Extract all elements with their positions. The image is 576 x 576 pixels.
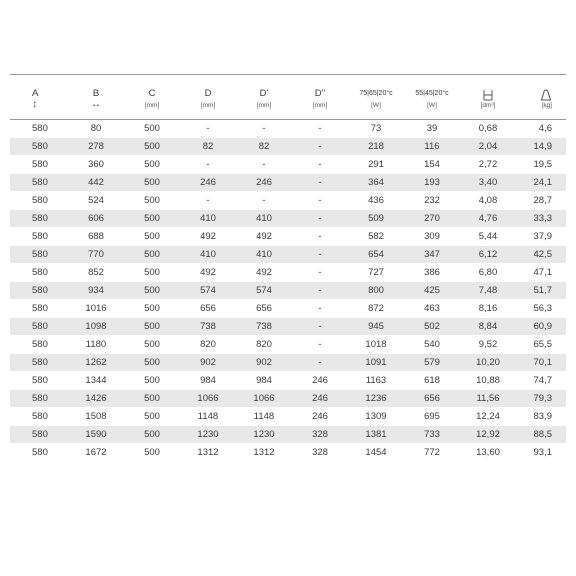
table-cell: 492: [180, 264, 236, 282]
table-cell: 688: [68, 228, 124, 246]
table-cell: 1148: [236, 408, 292, 426]
table-cell: 193: [404, 174, 460, 192]
col-header-output-75: [348, 75, 404, 120]
table-cell: 606: [68, 210, 124, 228]
table-cell: 51,7: [516, 282, 566, 300]
col-label: 75|65|20°c: [359, 90, 393, 97]
table-cell: 4,08: [460, 192, 516, 210]
col-unit: [mm]: [144, 102, 160, 109]
col-header-a: [10, 75, 68, 120]
table-cell: 492: [180, 228, 236, 246]
table-cell: 582: [348, 228, 404, 246]
table-cell: 9,52: [460, 336, 516, 354]
table-cell: 579: [404, 354, 460, 372]
table-cell: 28,7: [516, 192, 566, 210]
table-cell: -: [236, 192, 292, 210]
table-cell: 580: [10, 336, 68, 354]
table-cell: -: [292, 336, 348, 354]
table-cell: 6,12: [460, 246, 516, 264]
table-cell: 500: [124, 138, 180, 156]
table-cell: 56,3: [516, 300, 566, 318]
table-cell: 580: [10, 174, 68, 192]
table-cell: 800: [348, 282, 404, 300]
table-cell: 79,3: [516, 390, 566, 408]
table-cell: 902: [180, 354, 236, 372]
col-label: D'': [314, 88, 326, 99]
table-cell: 1426: [68, 390, 124, 408]
table-cell: 65,5: [516, 336, 566, 354]
table-cell: 246: [236, 174, 292, 192]
table-cell: 1344: [68, 372, 124, 390]
water-volume-icon: [460, 89, 516, 99]
col-unit: [mm]: [200, 102, 216, 109]
table-cell: 580: [10, 264, 68, 282]
table-cell: 1230: [236, 426, 292, 444]
table-row: [10, 174, 566, 192]
table-cell: 12,24: [460, 408, 516, 426]
table-cell: -: [292, 246, 348, 264]
table-cell: 24,1: [516, 174, 566, 192]
table-cell: 14,9: [516, 138, 566, 156]
table-cell: 1672: [68, 444, 124, 462]
horizontal-arrow-icon: ↔: [91, 99, 101, 110]
table-cell: 2,04: [460, 138, 516, 156]
table-row: [10, 354, 566, 372]
table-cell: -: [292, 174, 348, 192]
table-cell: 500: [124, 192, 180, 210]
table-cell: 8,16: [460, 300, 516, 318]
table-cell: 500: [124, 354, 180, 372]
table-cell: 500: [124, 300, 180, 318]
table-cell: 309: [404, 228, 460, 246]
table-cell: 1018: [348, 336, 404, 354]
table-cell: -: [180, 120, 236, 138]
table-cell: -: [292, 264, 348, 282]
table-cell: 770: [68, 246, 124, 264]
table-cell: 12,92: [460, 426, 516, 444]
table-cell: 1454: [348, 444, 404, 462]
table-row: [10, 336, 566, 354]
table-cell: 1016: [68, 300, 124, 318]
table-row: [10, 318, 566, 336]
col-header-d-double-prime: [292, 75, 348, 120]
table-cell: 656: [180, 300, 236, 318]
table-cell: 328: [292, 444, 348, 462]
table-cell: 500: [124, 120, 180, 138]
table-cell: 442: [68, 174, 124, 192]
table-cell: 580: [10, 192, 68, 210]
table-cell: -: [292, 318, 348, 336]
table-cell: 1098: [68, 318, 124, 336]
table-cell: 580: [10, 228, 68, 246]
table-row: [10, 156, 566, 174]
table-cell: -: [292, 192, 348, 210]
table-cell: 436: [348, 192, 404, 210]
table-row: [10, 228, 566, 246]
table-cell: 1381: [348, 426, 404, 444]
col-unit: [mm]: [256, 102, 272, 109]
table-cell: -: [236, 156, 292, 174]
table-row: [10, 426, 566, 444]
table-cell: 8,84: [460, 318, 516, 336]
table-cell: 580: [10, 120, 68, 138]
table-cell: 502: [404, 318, 460, 336]
table-cell: 500: [124, 282, 180, 300]
table-cell: 492: [236, 264, 292, 282]
table-cell: 410: [236, 246, 292, 264]
table-cell: 540: [404, 336, 460, 354]
table-cell: 246: [292, 372, 348, 390]
table-row: [10, 444, 566, 462]
table-cell: 500: [124, 174, 180, 192]
col-unit: [W]: [427, 102, 437, 109]
table-cell: 574: [236, 282, 292, 300]
table-cell: 33,3: [516, 210, 566, 228]
table-cell: 509: [348, 210, 404, 228]
table-cell: 500: [124, 408, 180, 426]
table-cell: 580: [10, 210, 68, 228]
table-row: [10, 408, 566, 426]
col-unit: [mm]: [312, 102, 328, 109]
table-cell: 83,9: [516, 408, 566, 426]
table-cell: 574: [180, 282, 236, 300]
table-cell: 1230: [180, 426, 236, 444]
table-cell: -: [292, 228, 348, 246]
table-cell: 656: [236, 300, 292, 318]
table-cell: 1163: [348, 372, 404, 390]
table-cell: 580: [10, 318, 68, 336]
table-cell: -: [292, 210, 348, 228]
col-label: A: [32, 88, 39, 99]
table-cell: 463: [404, 300, 460, 318]
table-row: [10, 120, 566, 138]
table-cell: 580: [10, 246, 68, 264]
table-cell: 580: [10, 372, 68, 390]
table-cell: -: [292, 354, 348, 372]
table-row: [10, 246, 566, 264]
table-cell: 500: [124, 156, 180, 174]
table-cell: 1508: [68, 408, 124, 426]
table-cell: 1312: [236, 444, 292, 462]
table-cell: 580: [10, 390, 68, 408]
col-header-output-55: [404, 75, 460, 120]
table-cell: 116: [404, 138, 460, 156]
table-cell: 500: [124, 444, 180, 462]
table-cell: 580: [10, 138, 68, 156]
table-cell: 347: [404, 246, 460, 264]
table-cell: -: [236, 120, 292, 138]
table-cell: 39: [404, 120, 460, 138]
table-cell: 410: [236, 210, 292, 228]
col-label: D': [259, 88, 269, 99]
table-cell: 7,48: [460, 282, 516, 300]
col-header-d-prime: [236, 75, 292, 120]
table-cell: 1312: [180, 444, 236, 462]
table-cell: 82: [236, 138, 292, 156]
table-cell: 580: [10, 426, 68, 444]
table-cell: 70,1: [516, 354, 566, 372]
table-cell: -: [180, 156, 236, 174]
table-cell: 500: [124, 390, 180, 408]
table-row: [10, 282, 566, 300]
table-cell: 4,6: [516, 120, 566, 138]
table-cell: 410: [180, 210, 236, 228]
vertical-arrow-icon: ↕: [32, 99, 37, 110]
table-cell: 945: [348, 318, 404, 336]
table-cell: 852: [68, 264, 124, 282]
table-row: [10, 192, 566, 210]
table-cell: 1066: [236, 390, 292, 408]
col-header-water-volume: [460, 75, 516, 120]
table-cell: 934: [68, 282, 124, 300]
table-cell: 328: [292, 426, 348, 444]
table-cell: 727: [348, 264, 404, 282]
table-cell: 291: [348, 156, 404, 174]
table-cell: 364: [348, 174, 404, 192]
table-cell: 74,7: [516, 372, 566, 390]
col-label: D: [204, 88, 212, 99]
table-cell: 656: [404, 390, 460, 408]
table-cell: 772: [404, 444, 460, 462]
table-cell: 1066: [180, 390, 236, 408]
table-cell: 19,5: [516, 156, 566, 174]
table-cell: 246: [180, 174, 236, 192]
table-body: [10, 120, 566, 462]
table-cell: 984: [180, 372, 236, 390]
table-cell: -: [292, 282, 348, 300]
table-cell: 580: [10, 408, 68, 426]
table-cell: 42,5: [516, 246, 566, 264]
table-cell: 425: [404, 282, 460, 300]
table-cell: 984: [236, 372, 292, 390]
table-cell: 73: [348, 120, 404, 138]
table-cell: 492: [236, 228, 292, 246]
table-cell: 3,40: [460, 174, 516, 192]
table-cell: 695: [404, 408, 460, 426]
table-cell: 524: [68, 192, 124, 210]
table-cell: 1262: [68, 354, 124, 372]
table-cell: 654: [348, 246, 404, 264]
table-cell: 820: [236, 336, 292, 354]
table-row: [10, 372, 566, 390]
col-header-b: [68, 75, 124, 120]
col-header-c: [124, 75, 180, 120]
table-cell: 360: [68, 156, 124, 174]
table-cell: 37,9: [516, 228, 566, 246]
table-cell: -: [292, 156, 348, 174]
table-cell: 500: [124, 264, 180, 282]
table-cell: 82: [180, 138, 236, 156]
table-cell: 872: [348, 300, 404, 318]
table-cell: 246: [292, 390, 348, 408]
col-label: B: [92, 88, 100, 99]
table-cell: 580: [10, 156, 68, 174]
col-header-d: [180, 75, 236, 120]
table-cell: 386: [404, 264, 460, 282]
table-cell: 738: [236, 318, 292, 336]
table-row: [10, 264, 566, 282]
table-cell: 500: [124, 426, 180, 444]
table-cell: 278: [68, 138, 124, 156]
weight-icon: [516, 89, 552, 99]
table-cell: 1590: [68, 426, 124, 444]
col-label: 55|45|20°c: [415, 90, 449, 97]
table-cell: 580: [10, 444, 68, 462]
table-cell: 1148: [180, 408, 236, 426]
table-cell: 80: [68, 120, 124, 138]
table-cell: 500: [124, 372, 180, 390]
table-cell: -: [292, 120, 348, 138]
table-cell: 10,20: [460, 354, 516, 372]
table-cell: 580: [10, 354, 68, 372]
table-cell: 88,5: [516, 426, 566, 444]
table-cell: 580: [10, 300, 68, 318]
table-cell: 500: [124, 210, 180, 228]
table-cell: 13,60: [460, 444, 516, 462]
col-header-weight: [516, 75, 566, 120]
table-cell: 500: [124, 318, 180, 336]
table-cell: 60,9: [516, 318, 566, 336]
table-cell: 618: [404, 372, 460, 390]
table-cell: -: [292, 138, 348, 156]
table-cell: 500: [124, 246, 180, 264]
table-cell: 5,44: [460, 228, 516, 246]
table-cell: 270: [404, 210, 460, 228]
table-row: [10, 210, 566, 228]
table-cell: 4,76: [460, 210, 516, 228]
table-cell: 500: [124, 228, 180, 246]
table-row: [10, 300, 566, 318]
table-cell: 410: [180, 246, 236, 264]
col-unit: [kg]: [541, 102, 552, 109]
table-cell: 246: [292, 408, 348, 426]
table-cell: -: [292, 300, 348, 318]
table-cell: 154: [404, 156, 460, 174]
col-unit: [dm³]: [480, 102, 496, 109]
col-unit: [W]: [371, 102, 381, 109]
table-cell: 1091: [348, 354, 404, 372]
table-cell: 500: [124, 336, 180, 354]
table-cell: 738: [180, 318, 236, 336]
table-cell: 10,88: [460, 372, 516, 390]
col-label: C: [148, 88, 156, 99]
table-cell: 47,1: [516, 264, 566, 282]
table-cell: 820: [180, 336, 236, 354]
header-row: [10, 75, 566, 120]
table-row: [10, 390, 566, 408]
table-cell: 580: [10, 282, 68, 300]
table-cell: 902: [236, 354, 292, 372]
table-cell: 1309: [348, 408, 404, 426]
table-cell: 1180: [68, 336, 124, 354]
table-cell: 733: [404, 426, 460, 444]
table-cell: 218: [348, 138, 404, 156]
table-cell: 6,80: [460, 264, 516, 282]
table-cell: 0,68: [460, 120, 516, 138]
table-cell: 2,72: [460, 156, 516, 174]
table-cell: -: [180, 192, 236, 210]
table-cell: 1236: [348, 390, 404, 408]
radiator-spec-table: [10, 74, 566, 462]
table-cell: 232: [404, 192, 460, 210]
table-cell: 11,56: [460, 390, 516, 408]
table-cell: 93,1: [516, 444, 566, 462]
table-row: [10, 138, 566, 156]
